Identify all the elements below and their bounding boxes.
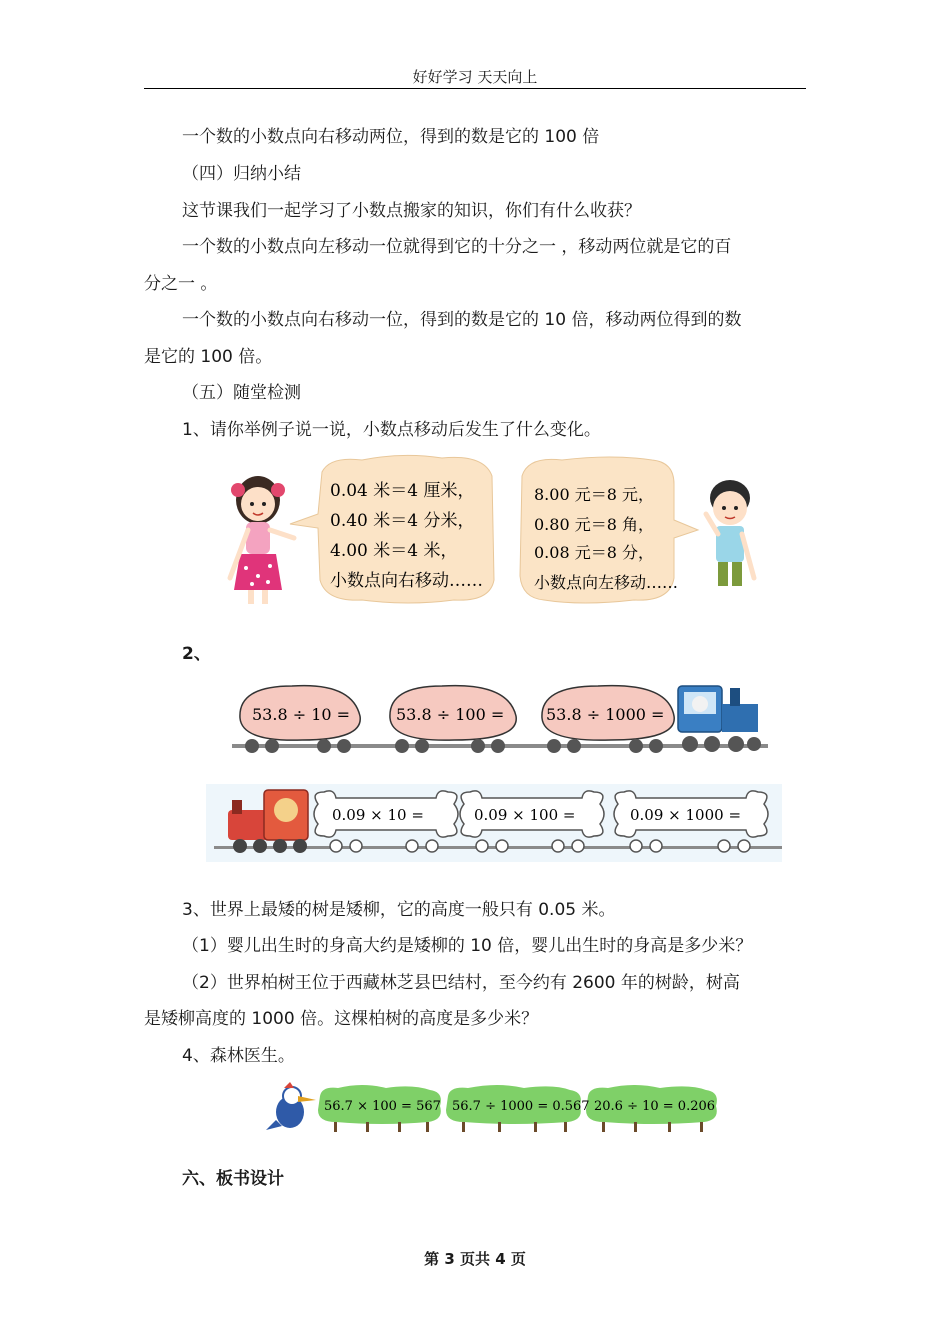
bubble-left-line: 0.40 米＝4 分米，	[330, 511, 475, 531]
question-2: 2、	[182, 644, 211, 664]
question-3-2: 是矮柳高度的 1000 倍。这棵柏树的高度是多少米？	[144, 1009, 539, 1029]
train-multiplication	[206, 784, 782, 862]
section-heading: （四）归纳小结	[182, 164, 301, 184]
bubble-left-line: 小数点向右移动……	[330, 571, 483, 591]
question-3-2: （2）世界柏树王位于西藏林芝县巴结村，至今约有 2600 年的树龄，树高	[182, 973, 740, 993]
train2-expression: 0.09 × 10 =	[332, 806, 424, 824]
train-division	[232, 678, 768, 760]
train1-expression: 53.8 ÷ 1000 =	[546, 705, 665, 724]
bubble-right-line: 0.08 元＝8 分，	[534, 543, 654, 562]
bubble-left-line: 0.04 米＝4 厘米，	[330, 481, 475, 501]
section-heading: 六、板书设计	[182, 1169, 284, 1189]
train2-expression: 0.09 × 1000 =	[630, 806, 742, 824]
train1-expression: 53.8 ÷ 100 =	[396, 705, 505, 724]
question-1: 1、请你举例子说一说，小数点移动后发生了什么变化。	[182, 420, 601, 440]
tree-expression: 20.6 ÷ 10 = 0.206	[594, 1099, 716, 1114]
text-line: 分之一 。	[144, 274, 218, 294]
bubble-right-line: 8.00 元＝8 元，	[534, 485, 654, 504]
tree-expression: 56.7 ÷ 1000 = 0.567	[452, 1099, 590, 1114]
tree-expression: 56.7 × 100 = 567	[324, 1099, 441, 1114]
question-3-1: （1）婴儿出生时的身高大约是矮柳的 10 倍，婴儿出生时的身高是多少米？	[182, 936, 753, 956]
forest-doctor-figure	[262, 1082, 722, 1136]
train1-expression: 53.8 ÷ 10 =	[252, 705, 351, 724]
text-line: 一个数的小数点向右移动一位，得到的数是它的 10 倍，移动两位得到的数	[182, 310, 742, 330]
text-line: 是它的 100 倍。	[144, 347, 273, 367]
train-engine	[678, 686, 761, 752]
woodpecker-illustration	[266, 1082, 316, 1130]
boy-illustration	[706, 480, 754, 586]
bubble-left-line: 4.00 米＝4 米，	[330, 541, 458, 561]
text-line: 一个数的小数点向左移动一位就得到它的十分之一 ，移动两位就是它的百	[182, 237, 732, 257]
bubble-right-line: 0.80 元＝8 角，	[534, 515, 654, 534]
header-rule	[144, 88, 806, 89]
question-4: 4、森林医生。	[182, 1046, 295, 1066]
page-header: 好好学习 天天向上	[412, 68, 538, 86]
page-footer: 第 3 页共 4 页	[424, 1250, 526, 1268]
section-heading: （五）随堂检测	[182, 383, 301, 403]
text-line: 这节课我们一起学习了小数点搬家的知识，你们有什么收获？	[182, 201, 641, 221]
girl-illustration	[230, 476, 294, 604]
bubble-right-line: 小数点向左移动……	[534, 573, 679, 592]
question-3: 3、世界上最矮的树是矮柳，它的高度一般只有 0.05 米。	[182, 900, 616, 920]
bubble-figure	[222, 450, 762, 610]
train2-expression: 0.09 × 100 =	[474, 806, 576, 824]
text-line: 一个数的小数点向右移动两位，得到的数是它的 100 倍	[182, 127, 600, 147]
